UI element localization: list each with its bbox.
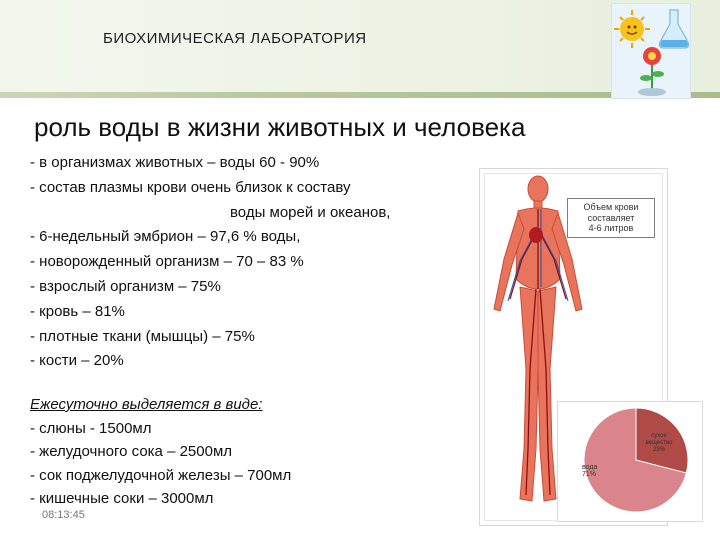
note-line: составляет (587, 212, 635, 223)
slide-title: роль воды в жизни животных и человека (34, 112, 526, 142)
fact-item: - 6-недельный эмбрион – 97,6 % воды, (30, 228, 301, 246)
pie-label-water (582, 464, 612, 478)
fact-item-continuation: воды морей и океанов, (230, 203, 391, 221)
blood-volume-note (567, 198, 655, 238)
fact-item: - плотные ткани (мышцы) – 75% (30, 327, 255, 345)
fact-item: - кровь – 81% (30, 302, 125, 320)
water-pie-chart (557, 401, 703, 522)
daily-item: - желудочного сока – 2500мл (30, 443, 233, 460)
fact-item: - в организмах животных – воды 60 - 90% (30, 154, 320, 171)
note-line: 4-6 литров (588, 223, 634, 233)
fact-item: - взрослый организм – 75% (30, 277, 221, 295)
daily-secretion-list (30, 393, 450, 511)
daily-heading: Ежесуточно выделяется в виде: (30, 396, 263, 413)
slice-value: 71% (582, 471, 597, 478)
water-facts-list (30, 151, 450, 374)
fact-item: - кости – 20% (30, 352, 124, 370)
slice-value: 29% (652, 447, 665, 453)
sun-flower-flask-icon (612, 4, 692, 100)
daily-item: - сок поджелудочной железы – 700мл (30, 466, 292, 484)
daily-item: - кишечные соки – 3000мл (30, 490, 214, 507)
note-line: Объем крови (583, 202, 639, 212)
pie-chart-svg (558, 402, 704, 523)
fact-item: - новорожденный организм – 70 – 83 % (30, 253, 304, 271)
timestamp: 08:13:45 (42, 509, 85, 521)
fact-item: - состав плазмы крови очень близок к составу (30, 178, 351, 196)
slice-label: вода (582, 464, 598, 471)
slice-label: сухое вещество (645, 433, 673, 446)
header-title: БИОХИМИЧЕСКАЯ ЛАБОРАТОРИЯ (103, 30, 367, 47)
pie-label-dry (642, 433, 676, 454)
daily-item: - слюны - 1500мл (30, 419, 152, 437)
lab-illustration (611, 3, 691, 99)
